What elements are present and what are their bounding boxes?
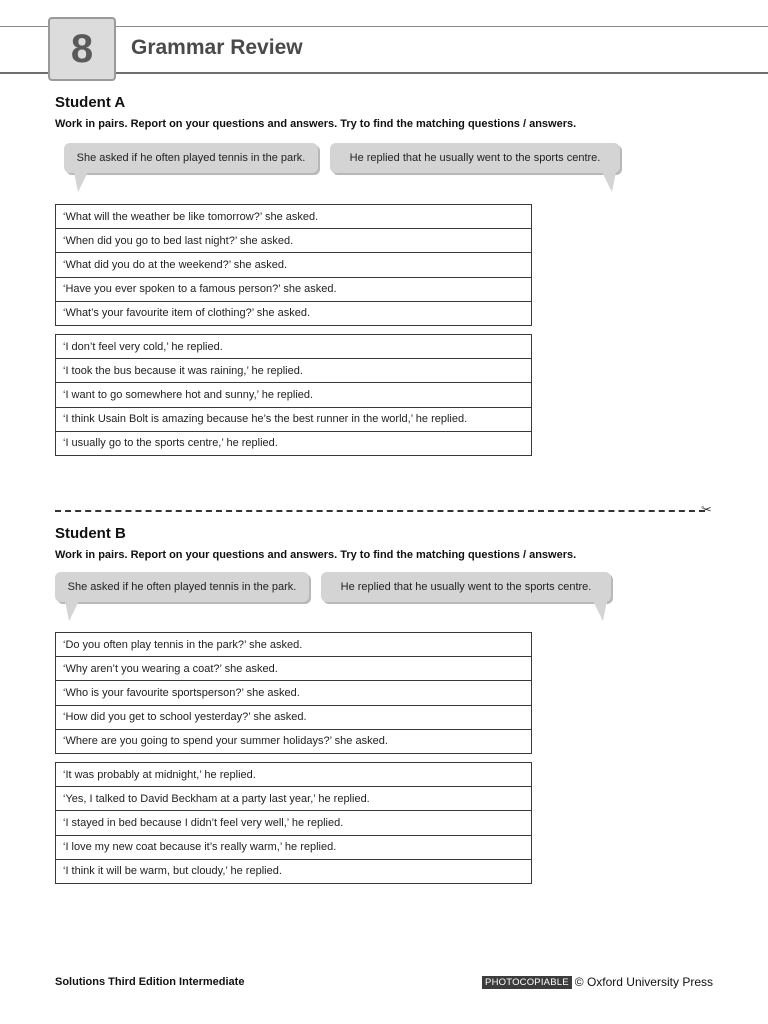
table-row bbox=[56, 359, 532, 383]
page-title: Grammar Review bbox=[131, 36, 303, 59]
photocopiable-badge: PHOTOCOPIABLE bbox=[482, 976, 572, 989]
answer-cell: ‘I don’t feel very cold,’ he replied. bbox=[56, 335, 532, 359]
speech-bubble-b-1 bbox=[55, 572, 309, 602]
unit-number: 8 bbox=[70, 26, 94, 71]
question-cell: ‘What will the weather be like tomorrow?’ she asked. bbox=[56, 205, 532, 229]
question-cell: ‘Where are you going to spend your summer holidays?’ she asked. bbox=[56, 729, 532, 753]
question-cell: ‘Who is your favourite sportsperson?’ she asked. bbox=[56, 681, 532, 705]
speech-bubble-tail bbox=[65, 601, 81, 623]
table-row bbox=[56, 633, 532, 657]
footer-book-title: Solutions Third Edition Intermediate bbox=[55, 976, 245, 988]
question-cell: ‘Why aren’t you wearing a coat?’ she asked. bbox=[56, 657, 532, 681]
student-b-heading: Student B bbox=[55, 525, 126, 542]
answer-cell: ‘I took the bus because it was raining,’ he replied. bbox=[56, 359, 532, 383]
cut-line bbox=[55, 510, 705, 512]
speech-bubble-text: He replied that he usually went to the sports centre. bbox=[340, 581, 592, 593]
copyright-text: © Oxford University Press bbox=[574, 975, 713, 989]
student-a-heading: Student A bbox=[55, 94, 126, 111]
table-row bbox=[56, 229, 532, 253]
table-row bbox=[56, 835, 532, 859]
speech-bubble-tail bbox=[600, 172, 616, 194]
speech-bubble-a-1 bbox=[64, 143, 318, 173]
speech-bubble-tail bbox=[591, 601, 607, 623]
answer-cell: ‘I stayed in bed because I didn’t feel very well,’ he replied. bbox=[56, 811, 532, 835]
table-row bbox=[56, 681, 532, 705]
student-b-answers-table bbox=[55, 762, 532, 884]
table-row bbox=[56, 431, 532, 455]
table-row bbox=[56, 763, 532, 787]
answer-cell: ‘It was probably at midnight,’ he replied. bbox=[56, 763, 532, 787]
question-cell: ‘Have you ever spoken to a famous person?’ she asked. bbox=[56, 277, 532, 301]
scissors-icon: ✂ bbox=[701, 502, 712, 517]
student-b-questions-table bbox=[55, 632, 532, 754]
table-row bbox=[56, 407, 532, 431]
answer-cell: ‘I think Usain Bolt is amazing because he’s the best runner in the world,’ he replied. bbox=[56, 407, 532, 431]
student-a-instruction: Work in pairs. Report on your questions and answers. Try to find the matching questions / answers. bbox=[55, 118, 577, 130]
question-cell: ‘When did you go to bed last night?’ she asked. bbox=[56, 229, 532, 253]
table-row bbox=[56, 729, 532, 753]
table-row bbox=[56, 253, 532, 277]
student-b-instruction: Work in pairs. Report on your questions and answers. Try to find the matching questions / answers. bbox=[55, 549, 577, 561]
speech-bubble-a-2 bbox=[330, 143, 620, 173]
speech-bubble-text: She asked if he often played tennis in the park. bbox=[67, 581, 297, 593]
question-cell: ‘What’s your favourite item of clothing?’ she asked. bbox=[56, 301, 532, 325]
speech-bubble-b-2 bbox=[321, 572, 611, 602]
table-row bbox=[56, 705, 532, 729]
student-a-questions-table bbox=[55, 204, 532, 326]
table-row bbox=[56, 383, 532, 407]
table-row bbox=[56, 787, 532, 811]
answer-cell: ‘Yes, I talked to David Beckham at a party last year,’ he replied. bbox=[56, 787, 532, 811]
student-a-header bbox=[55, 94, 715, 130]
table-row bbox=[56, 205, 532, 229]
answer-cell: ‘I love my new coat because it’s really warm,’ he replied. bbox=[56, 835, 532, 859]
table-row bbox=[56, 657, 532, 681]
answer-cell: ‘I want to go somewhere hot and sunny,’ he replied. bbox=[56, 383, 532, 407]
table-row bbox=[56, 335, 532, 359]
speech-bubble-tail bbox=[74, 172, 90, 194]
question-cell: ‘Do you often play tennis in the park?’ she asked. bbox=[56, 633, 532, 657]
question-cell: ‘What did you do at the weekend?’ she asked. bbox=[56, 253, 532, 277]
student-a-answers-table bbox=[55, 334, 532, 456]
question-cell: ‘How did you get to school yesterday?’ she asked. bbox=[56, 705, 532, 729]
table-row bbox=[56, 277, 532, 301]
footer-copyright bbox=[482, 975, 713, 989]
answer-cell: ‘I think it will be warm, but cloudy,’ he replied. bbox=[56, 859, 532, 883]
table-row bbox=[56, 301, 532, 325]
table-row bbox=[56, 811, 532, 835]
student-b-header bbox=[55, 525, 715, 561]
unit-number-box bbox=[48, 17, 116, 81]
table-row bbox=[56, 859, 532, 883]
answer-cell: ‘I usually go to the sports centre,’ he replied. bbox=[56, 431, 532, 455]
speech-bubble-text: He replied that he usually went to the sports centre. bbox=[349, 152, 601, 164]
speech-bubble-text: She asked if he often played tennis in the park. bbox=[76, 152, 306, 164]
